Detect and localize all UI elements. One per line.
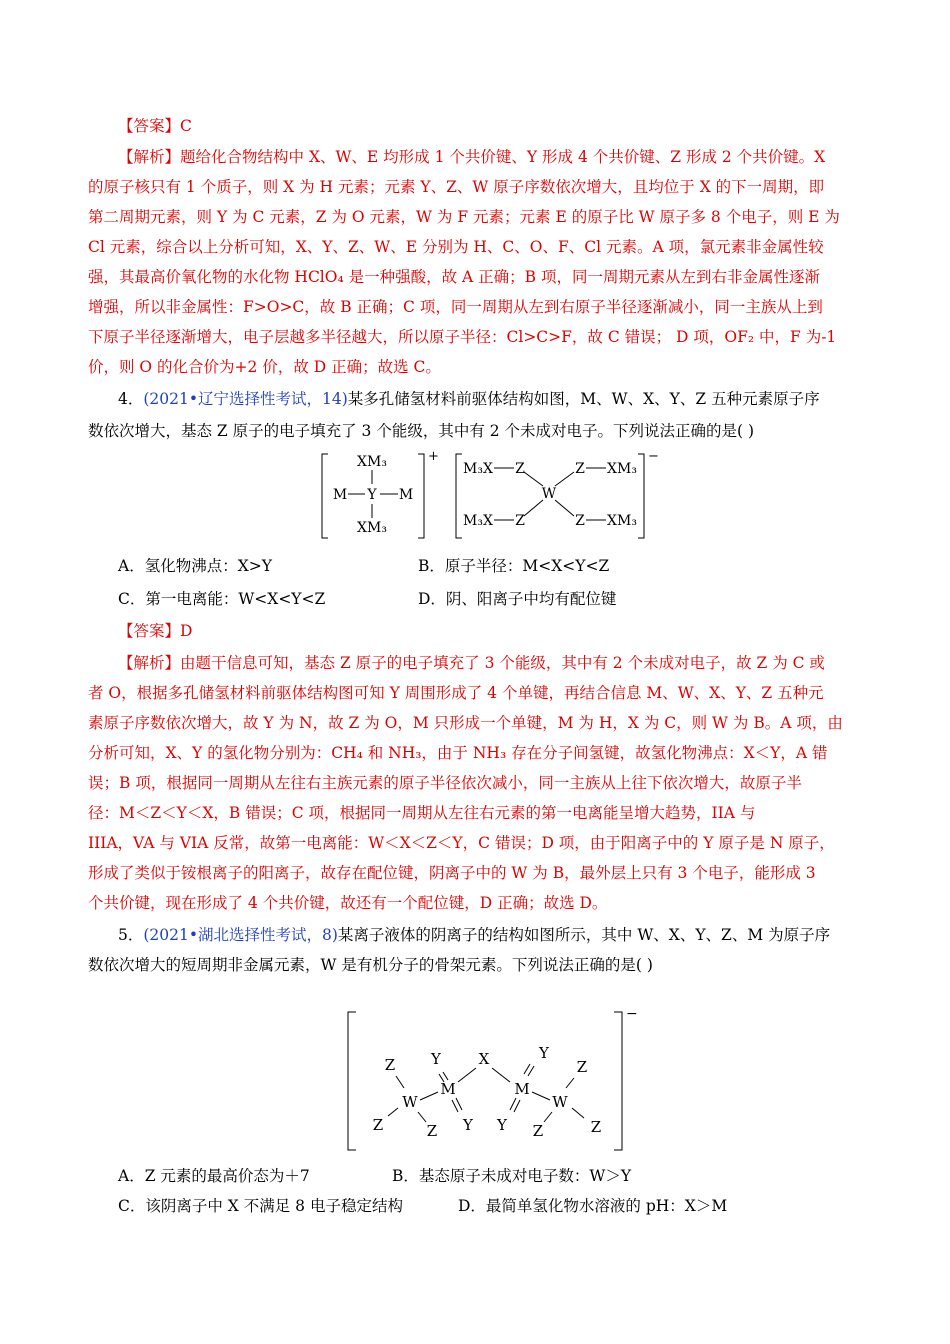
atom-label: Z — [515, 461, 525, 477]
atom-label: Y — [431, 1050, 441, 1068]
option-c[interactable]: C．第一电离能：W<X<Y<Z — [118, 590, 326, 608]
atom-label: Y — [539, 1044, 549, 1062]
atom-label: W — [552, 1093, 568, 1111]
atom-label: Y — [463, 1116, 473, 1134]
answer-label: 【答案】 — [118, 622, 181, 640]
q4-analysis-line: 形成了类似于铵根离子的阳离子，故存在配位键，阴离子中的 W 为 B，最外层上只有 3 个电子，能形成 3 — [88, 864, 816, 882]
atom-label: W — [541, 486, 557, 502]
q5-structure-figure — [340, 1008, 650, 1154]
atom-label: Z — [426, 1122, 438, 1140]
atom-label: M — [332, 487, 348, 503]
atom-label: Z — [576, 1058, 588, 1076]
q3-analysis-line: 【解析】题给化合物结构中 X、W、E 均形成 1 个共价键、Y 形成 4 个共价键、Z 形成 2 个共价键。X — [118, 148, 826, 166]
answer-label: 【答案】 — [118, 117, 181, 135]
charge-label: − — [648, 449, 659, 464]
q4-analysis-line: 径：M＜Z＜Y＜X，B 错误；C 项，根据同一周期从左往右元素的第一电离能呈增大趋势，IIA 与 — [88, 804, 756, 822]
q3-analysis-line: 强，其最高价氧化物的水化物 HClO₄ 是一种强酸，故 A 正确；B 项，同一周期元素从左到右非金属性逐渐 — [88, 268, 820, 286]
q4-analysis-line: 素原子序数依次增大，故 Y 为 N，故 Z 为 O，M 只形成一个单键，M 为 H，X 为 C，则 W 为 B。A 项，由 — [88, 714, 843, 732]
q5-stem: 5．(2021•湖北选择性考试，8)某离子液体的阴离子的结构如图所示，其中 W、X、Y、Z、M 为原子序 — [118, 926, 831, 944]
atom-label: Y — [497, 1116, 507, 1134]
analysis-label: 【解析】 — [118, 148, 181, 166]
atom-label: Z — [384, 1056, 396, 1074]
q4-structure-figure — [318, 448, 662, 542]
q4-analysis-line: 分析可知，X、Y 的氢化物分别为：CH₄ 和 NH₃，由于 NH₃ 存在分子间氢键，故氢化物沸点：X＜Y，A 错 — [88, 744, 828, 762]
option-c[interactable]: C．该阴离子中 X 不满足 8 电子稳定结构 — [118, 1197, 403, 1215]
q4-analysis-line: 误；B 项，根据同一周期从左往右主族元素的原子半径依次减小，同一主族从上往下依次增大，故原子半 — [88, 774, 802, 792]
option-a[interactable]: A．氢化物沸点：X>Y — [118, 557, 272, 575]
question-number: 4． — [118, 390, 144, 408]
q3-analysis-line: 第二周期元素，则 Y 为 C 元素，Z 为 O 元素，W 为 F 元素；元素 E 的原子比 W 原子多 8 个电子，则 E 为 — [88, 208, 840, 226]
q3-analysis-line: 增强，所以非金属性：F>O>C，故 B 正确；C 项，同一周期从左到右原子半径逐渐减小，同一主族从上到 — [88, 298, 823, 316]
atom-label: X — [478, 1050, 490, 1068]
option-a[interactable]: A．Z 元素的最高价态为＋7 — [118, 1167, 310, 1185]
atom-label: Z — [575, 513, 585, 529]
option-b[interactable]: B．基态原子未成对电子数：W＞Y — [392, 1167, 632, 1185]
question-source: (2021•辽宁选择性考试，14) — [143, 390, 348, 408]
atom-label: M — [398, 487, 414, 503]
atom-label: Y — [367, 487, 377, 503]
analysis-label: 【解析】 — [118, 654, 181, 672]
q3-analysis-line: 价，则 O 的化合价为+2 价，故 D 正确；故选 C。 — [88, 358, 441, 376]
q3-analysis-line: 下原子半径逐渐增大，电子层越多半径越大，所以原子半径：Cl>C>F，故 C 错误； D 项，OF₂ 中，F 为-1 — [88, 328, 837, 346]
q4-stem: 4．(2021•辽宁选择性考试，14)某多孔储氢材料前驱体结构如图，M、W、X、Y、Z 五种元素原子序 — [118, 390, 820, 408]
atom-label: XM₃ — [357, 454, 387, 470]
atom-label: Z — [575, 461, 585, 477]
option-d[interactable]: D．最简单氢化物水溶液的 pH：X＞M — [458, 1197, 728, 1215]
q3-analysis-line: 的原子核只有 1 个质子，则 X 为 H 元素；元素 Y、Z、W 原子序数依次增大，且均位于 X 的下一周期，即 — [88, 178, 825, 196]
atom-label: Z — [515, 513, 525, 529]
atom-label: M₃X — [463, 513, 493, 529]
answer-value: D — [180, 622, 193, 640]
atom-label: XM₃ — [357, 520, 387, 536]
atom-label: M₃X — [463, 461, 493, 477]
option-d[interactable]: D．阴、阳离子中均有配位键 — [418, 590, 617, 608]
charge-label: − — [626, 1008, 638, 1022]
q3-analysis-line: Cl 元素，综合以上分析可知，X、Y、Z、W、E 分别为 H、C、O、F、Cl 元素。A 项，氯元素非金属性较 — [88, 238, 824, 256]
q4-answer — [118, 621, 898, 641]
option-b[interactable]: B．原子半径：M<X<Y<Z — [418, 557, 610, 575]
q4-analysis-line: 者 O，根据多孔储氢材料前驱体结构图可知 Y 周围形成了 4 个单键，再结合信息 M、W、X、Y、Z 五种元 — [88, 684, 824, 702]
question-source: (2021•湖北选择性考试，8) — [143, 926, 338, 944]
atom-label: Z — [532, 1122, 544, 1140]
atom-label: XM₃ — [607, 461, 637, 477]
q4-analysis-line: 个共价键，现在形成了 4 个共价键，故还有一个配位键，D 正确；故选 D。 — [88, 894, 608, 912]
answer-value: C — [180, 117, 192, 135]
q3-answer — [118, 116, 898, 136]
q4-analysis-line: 【解析】由题干信息可知，基态 Z 原子的电子填充了 3 个能级，其中有 2 个未成对电子，故 Z 为 C 或 — [118, 654, 825, 672]
atom-label: M — [514, 1080, 530, 1098]
atom-label: XM₃ — [607, 513, 637, 529]
q4-analysis-line: IIIA，VA 与 VIA 反常，故第一电离能：W＜X＜Z＜Y，C 错误；D 项，由于阳离子中的 Y 原子是 N 原子， — [88, 834, 835, 852]
atom-label: Z — [590, 1118, 602, 1136]
q4-stem-line: 数依次增大，基态 Z 原子的电子填充了 3 个能级，其中有 2 个未成对电子。下列说法正确的是( ) — [88, 422, 755, 440]
q5-stem-line: 数依次增大的短周期非金属元素，W 是有机分子的骨架元素。下列说法正确的是( ) — [88, 956, 653, 974]
atom-label: M — [440, 1080, 456, 1098]
question-number: 5． — [118, 926, 144, 944]
charge-label: + — [428, 449, 439, 464]
atom-label: Z — [372, 1116, 384, 1134]
atom-label: W — [402, 1093, 418, 1111]
